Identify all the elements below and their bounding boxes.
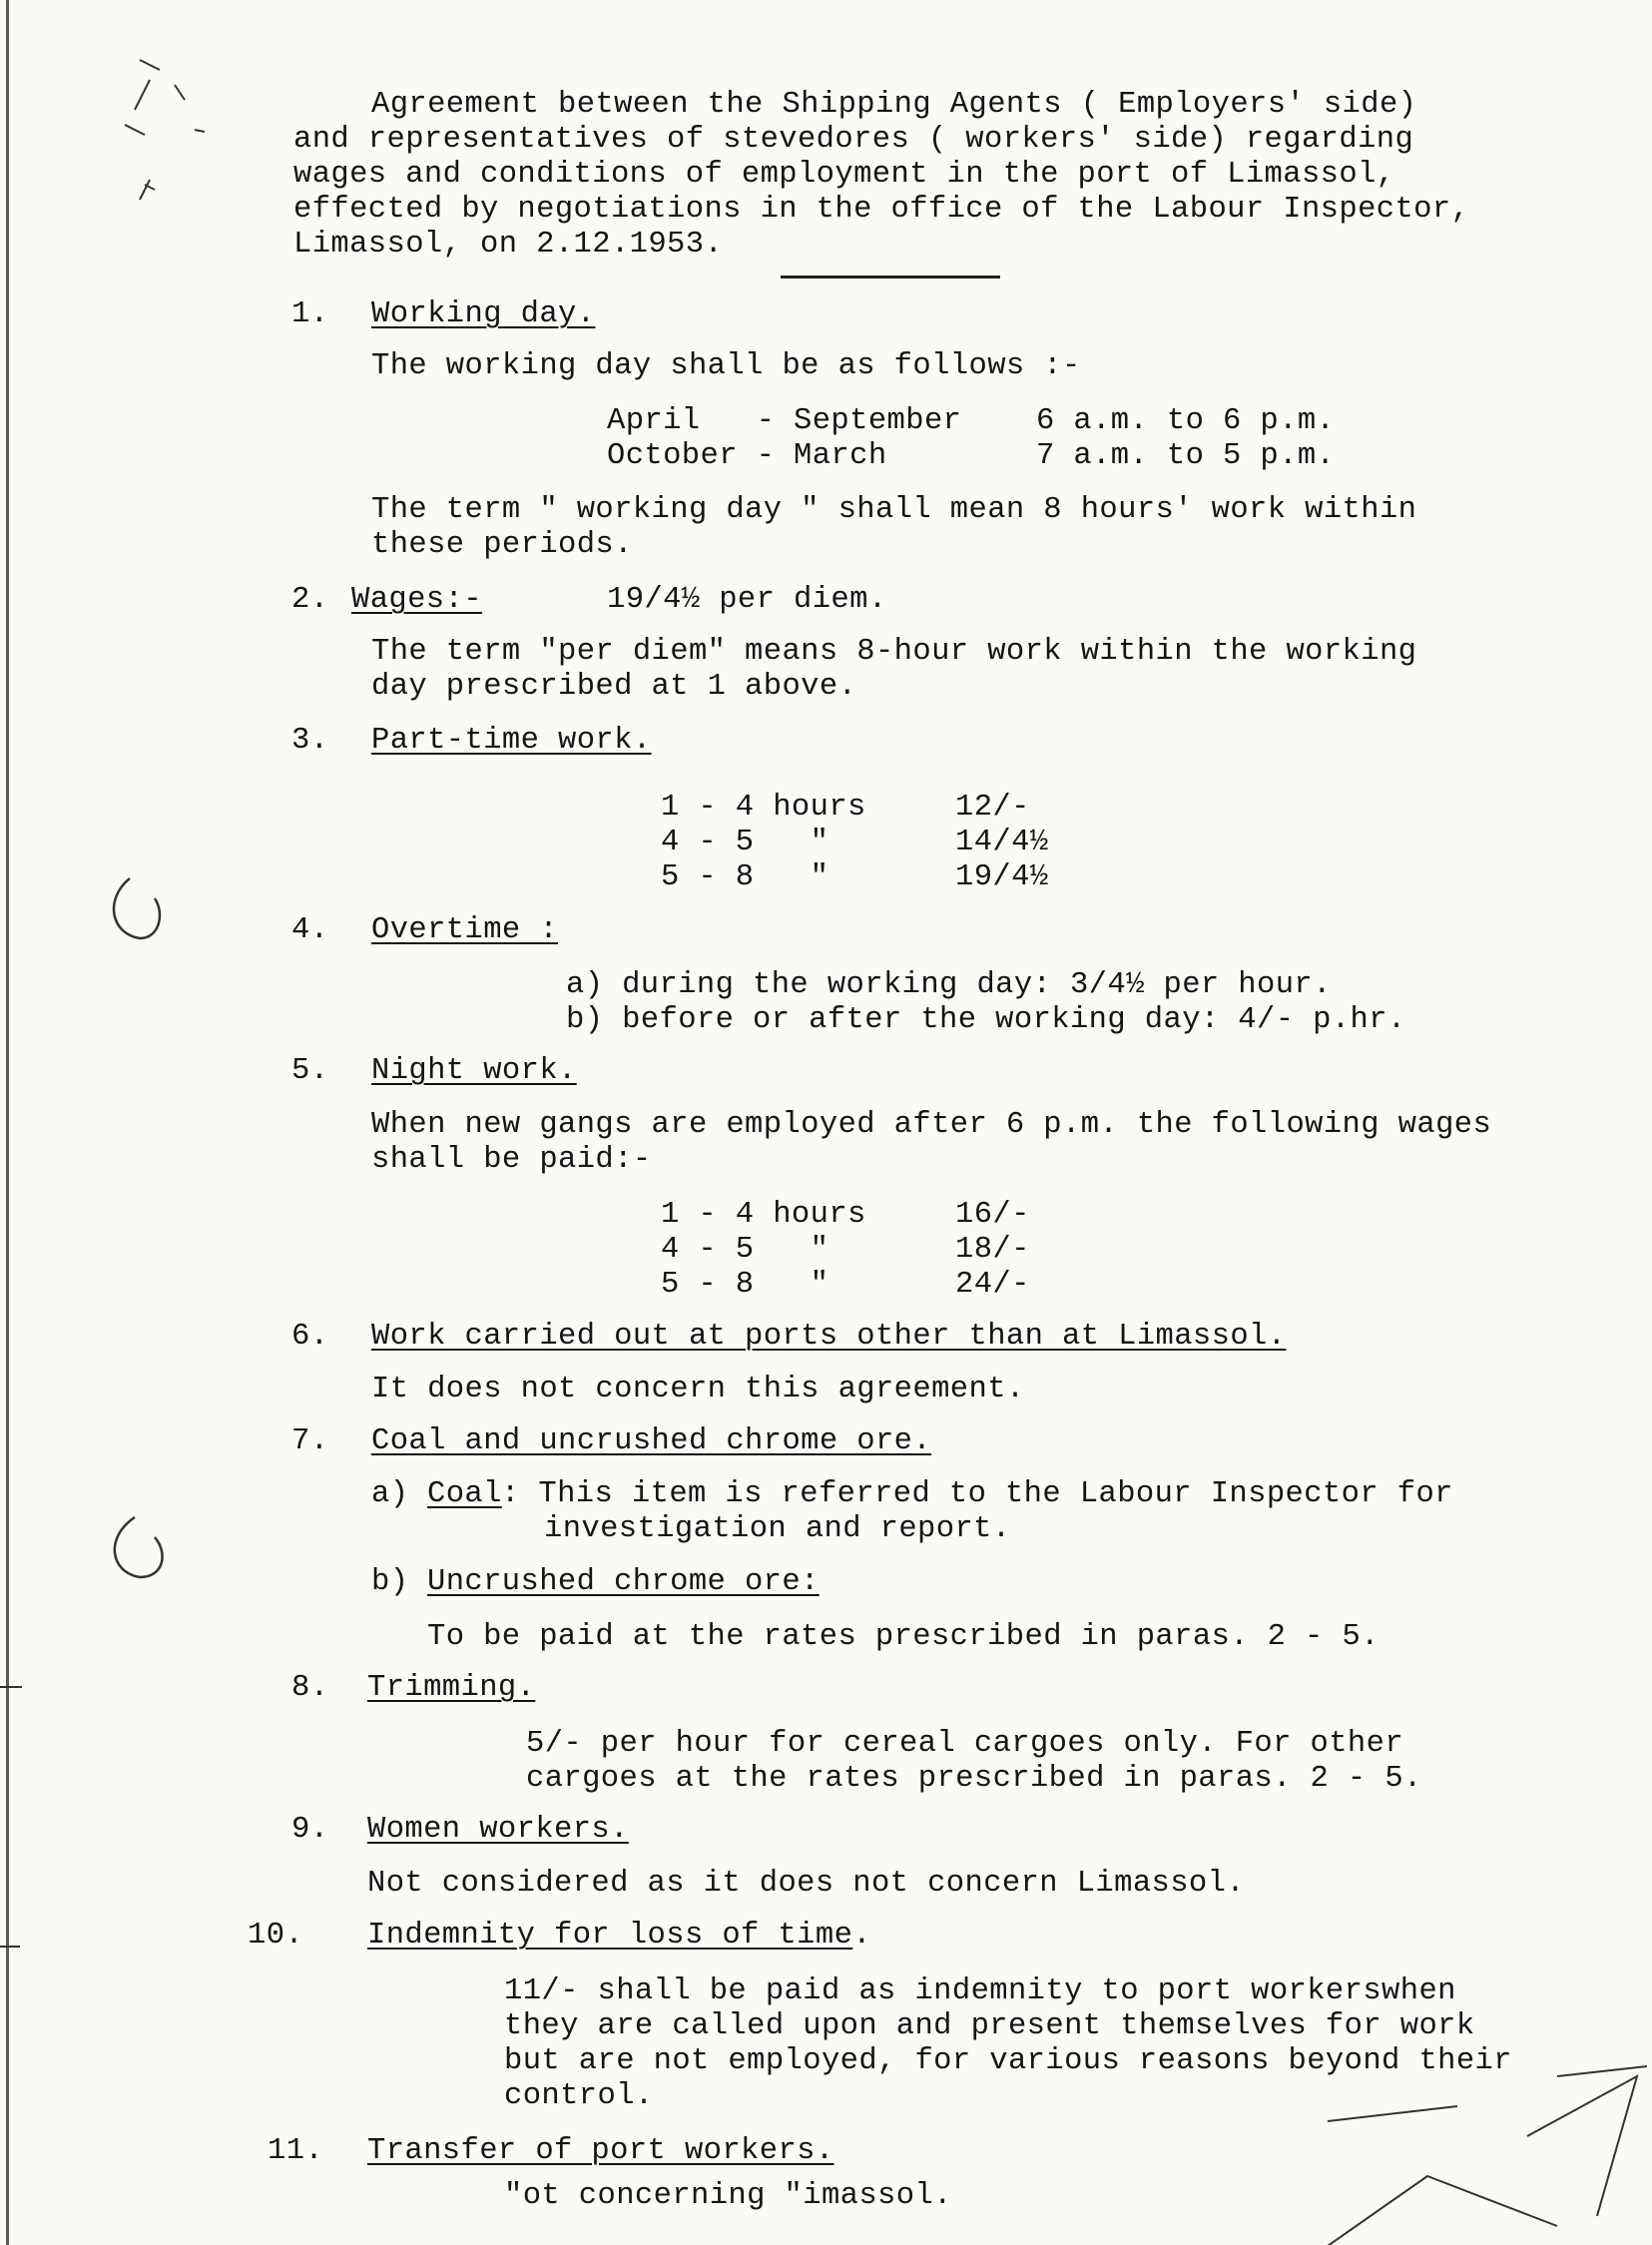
section-11-text: "ot concerning "imassol. xyxy=(504,2179,952,2213)
part-time-range: 5 - 8 " xyxy=(661,860,829,894)
intro-line-4: effected by negotiations in the office of the Labour Inspector, xyxy=(293,193,1470,227)
intro-line-1: Agreement between the Shipping Agents ( Employers' side) xyxy=(371,88,1417,122)
intro-line-3: wages and conditions of employment in the port of Limassol, xyxy=(293,158,1395,192)
section-2-title: Wages:- xyxy=(351,583,482,617)
working-day-hours: 7 a.m. to 5 p.m. xyxy=(1036,439,1336,473)
night-work-pay: 18/- xyxy=(955,1233,1030,1267)
section-6-title: Work carried out at ports other than at Limassol. xyxy=(371,1320,1287,1354)
section-7b-label: b) xyxy=(371,1565,409,1599)
night-work-pay: 16/- xyxy=(955,1198,1030,1232)
section-1-note: The term " working day " shall mean 8 hours' work within xyxy=(371,493,1417,527)
night-work-pay: 24/- xyxy=(955,1268,1030,1302)
section-5-text: When new gangs are employed after 6 p.m. the following wages xyxy=(371,1108,1492,1142)
section-5-text: shall be paid:- xyxy=(371,1143,652,1177)
overtime-item: b) before or after the working day: 4/- p.hr. xyxy=(566,1003,1406,1037)
part-time-pay: 12/- xyxy=(955,791,1030,825)
section-8-text: 5/- per hour for cereal cargoes only. For other xyxy=(526,1727,1404,1761)
working-day-period: April - September xyxy=(607,404,962,438)
section-2-text: The term "per diem" means 8-hour work within the working xyxy=(371,635,1417,669)
section-2-text: day prescribed at 1 above. xyxy=(371,670,857,704)
section-2-number: 2. xyxy=(291,583,329,617)
working-day-period: October - March xyxy=(607,439,887,473)
section-3-number: 3. xyxy=(291,724,329,758)
section-10-heading xyxy=(367,1919,871,1954)
part-time-pay: 19/4½ xyxy=(955,860,1049,894)
section-4-number: 4. xyxy=(291,913,329,947)
section-7b-title: Uncrushed chrome ore: xyxy=(427,1565,820,1599)
section-10-text: 11/- shall be paid as indemnity to port workerswhen xyxy=(504,1974,1456,2008)
section-10-title: Indemnity for loss of time xyxy=(367,1919,853,1953)
section-7-number: 7. xyxy=(291,1424,329,1458)
night-work-range: 4 - 5 " xyxy=(661,1233,829,1267)
section-1-note: these periods. xyxy=(371,528,633,562)
section-9-text: Not considered as it does not concern Limassol. xyxy=(367,1867,1246,1901)
night-work-range: 1 - 4 hours xyxy=(661,1198,866,1232)
section-9-number: 9. xyxy=(291,1813,329,1847)
section-8-text: cargoes at the rates prescribed in paras. 2 - 5. xyxy=(526,1762,1422,1796)
section-11-number: 11. xyxy=(268,2134,324,2168)
part-time-range: 1 - 4 hours xyxy=(661,791,866,825)
intro-line-2: and representatives of stevedores ( workers' side) regarding xyxy=(293,123,1414,157)
section-10-text: but are not employed, for various reasons beyond their xyxy=(504,2044,1512,2078)
wage-rate: 19/4½ per diem. xyxy=(607,583,887,617)
section-6-text: It does not concern this agreement. xyxy=(371,1373,1025,1406)
section-6-number: 6. xyxy=(291,1320,329,1354)
section-9-title: Women workers. xyxy=(367,1813,629,1847)
part-time-range: 4 - 5 " xyxy=(661,826,829,859)
section-7a-text: investigation and report. xyxy=(544,1512,1011,1546)
section-8-number: 8. xyxy=(291,1671,329,1705)
divider-rule xyxy=(781,276,1000,279)
section-10-number: 10. xyxy=(248,1919,304,1953)
section-7a-title: Coal xyxy=(427,1477,502,1511)
working-day-hours: 6 a.m. to 6 p.m. xyxy=(1036,404,1336,438)
intro-line-5: Limassol, on 2.12.1953. xyxy=(293,228,724,262)
section-8-title: Trimming. xyxy=(367,1671,536,1705)
section-10-title-end: . xyxy=(852,1919,871,1953)
section-5-number: 5. xyxy=(291,1054,329,1088)
section-5-title: Night work. xyxy=(371,1054,577,1088)
section-1-text: The working day shall be as follows :- xyxy=(371,349,1081,383)
night-work-range: 5 - 8 " xyxy=(661,1268,829,1302)
section-10-text: they are called upon and present themselves for work xyxy=(504,2009,1475,2043)
section-3-title: Part-time work. xyxy=(371,724,652,758)
part-time-pay: 14/4½ xyxy=(955,826,1049,859)
section-7b-text: To be paid at the rates prescribed in paras. 2 - 5. xyxy=(427,1620,1379,1654)
section-7a-text: : This item is referred to the Labour Inspector for xyxy=(501,1477,1453,1511)
section-1-title: Working day. xyxy=(371,297,596,331)
section-1-number: 1. xyxy=(291,297,329,331)
section-11-title: Transfer of port workers. xyxy=(367,2134,834,2168)
section-7a-label: a) xyxy=(371,1477,409,1511)
section-4-title: Overtime : xyxy=(371,913,559,947)
overtime-item: a) during the working day: 3/4½ per hour. xyxy=(566,968,1332,1002)
section-10-text: control. xyxy=(504,2079,654,2113)
section-7-title: Coal and uncrushed chrome ore. xyxy=(371,1424,932,1458)
